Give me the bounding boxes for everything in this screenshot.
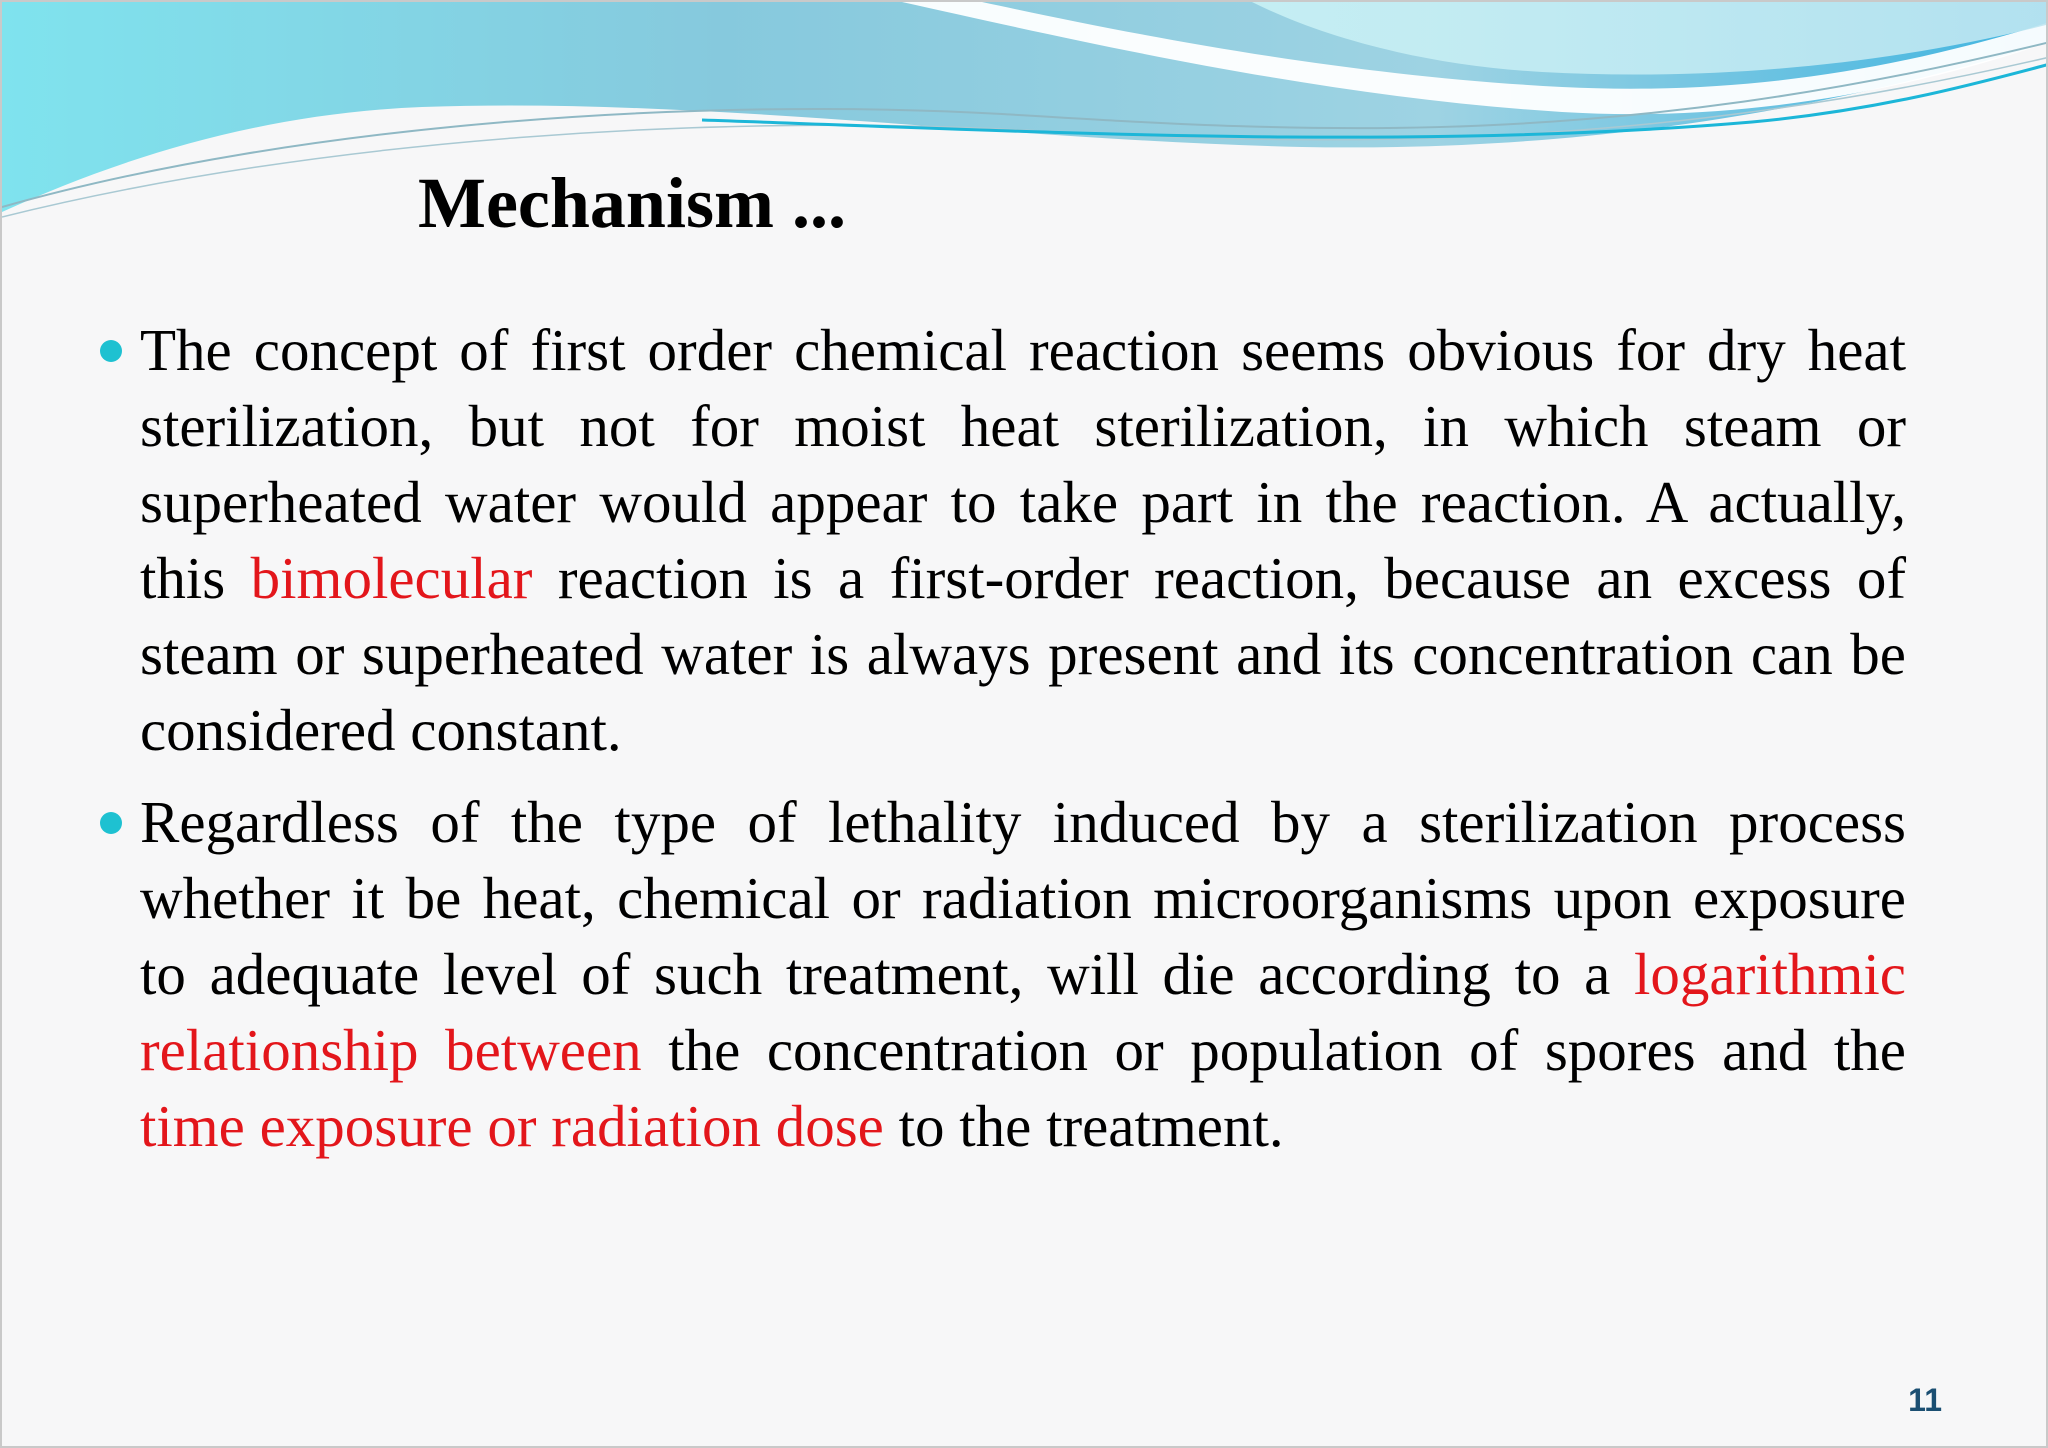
bullet-list bbox=[100, 312, 1906, 1180]
highlighted-term: bimolecular bbox=[250, 545, 533, 611]
header-wave-decoration bbox=[2, 2, 2048, 232]
highlighted-term: logarithmic relationship between bbox=[140, 941, 1906, 1083]
bullet-item-2 bbox=[100, 784, 1906, 1164]
bullet-dot-icon bbox=[100, 340, 122, 362]
page-number: 11 bbox=[1908, 1382, 1942, 1418]
text-segment: reaction is a first-order reaction, because an excess of steam or superheated water is always present and its concentration can be considered constant. bbox=[140, 545, 1907, 763]
bullet-text-2 bbox=[140, 784, 1906, 1164]
bullet-dot-icon bbox=[100, 812, 122, 834]
bullet-text-1 bbox=[140, 312, 1906, 768]
text-segment: The concept of first order chemical reaction seems obvious for dry heat sterilization, but not for moist heat sterilization, in which steam or superheated water would appear to take part in the reaction. A actually, this bbox=[140, 317, 1906, 611]
text-segment: Regardless of the type of lethality induced by a sterilization process whether it be heat, chemical or radiation microorganisms upon exposure to adequate level of such treatment, will die according to a bbox=[140, 789, 1906, 1007]
text-segment: to the treatment. bbox=[883, 1093, 1284, 1159]
highlighted-term: time exposure or radiation dose bbox=[140, 1093, 884, 1159]
slide-title: Mechanism ... bbox=[418, 163, 846, 243]
bullet-item-1 bbox=[100, 312, 1906, 768]
text-segment: the concentration or population of spores and the bbox=[641, 1017, 1906, 1083]
